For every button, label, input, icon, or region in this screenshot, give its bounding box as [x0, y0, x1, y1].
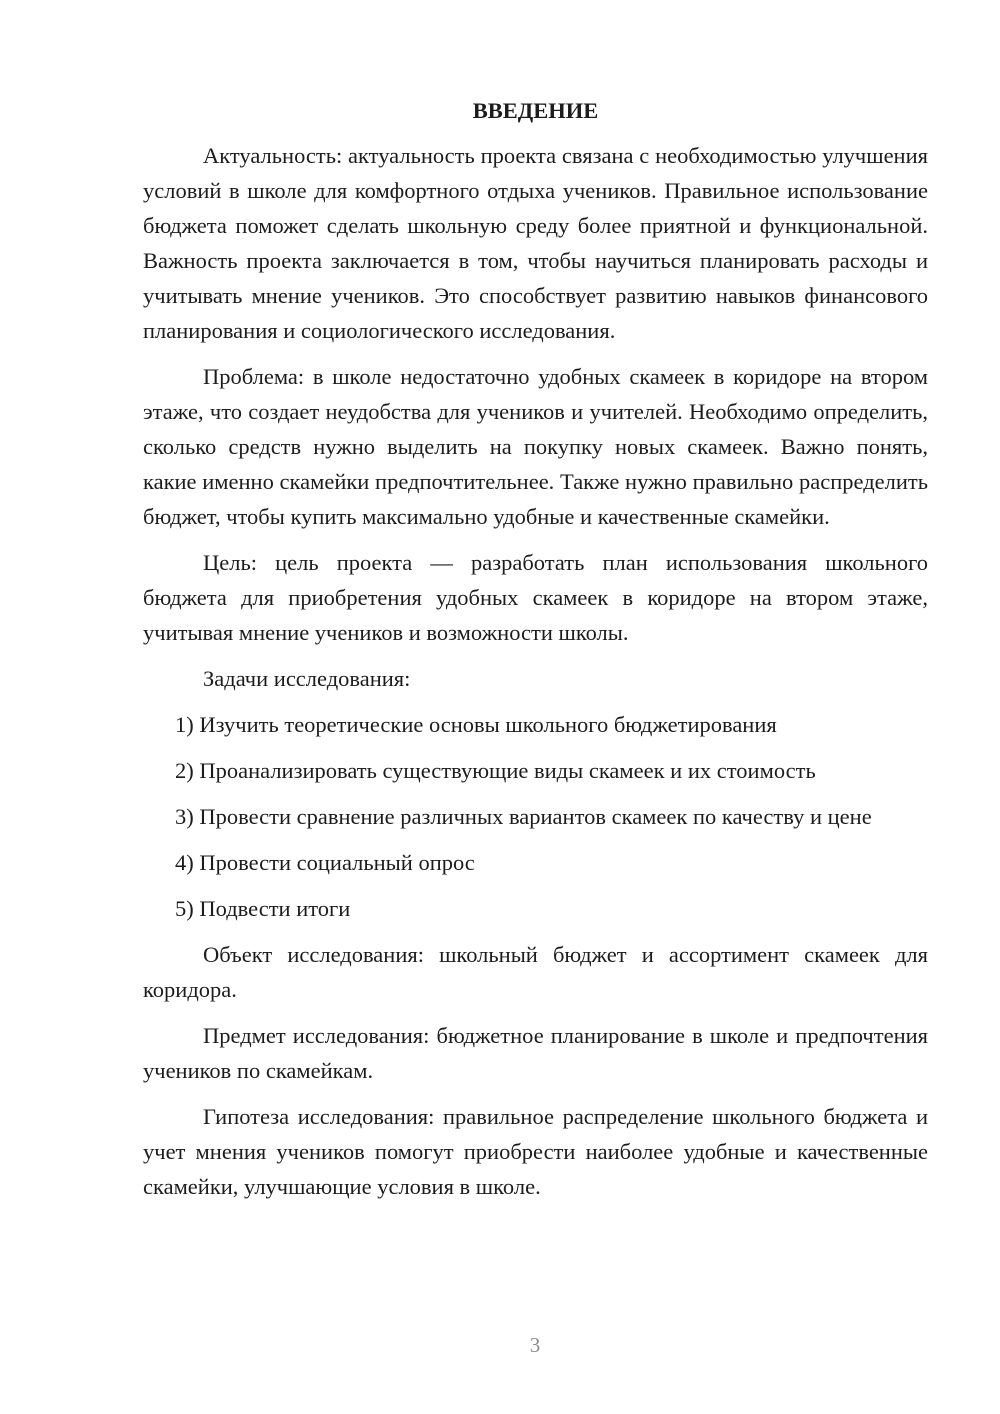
subject-paragraph: Предмет исследования: бюджетное планирование в школе и предпочтения учеников по скамейкам.	[143, 1023, 928, 1083]
task-item: 1) Изучить теоретические основы школьного бюджетирования	[175, 712, 777, 737]
task-item: 2) Проанализировать существующие виды скамеек и их стоимость	[175, 758, 816, 783]
task-item: 5) Подвести итоги	[175, 896, 351, 921]
page-content	[143, 96, 928, 1215]
task-item: 4) Провести социальный опрос	[175, 850, 475, 875]
goal-paragraph: Цель: цель проекта — разработать план использования школьного бюджета для приобретения удобных скамеек в коридоре на втором этаже, учитывая мнение учеников и возможности школы.	[143, 550, 928, 645]
task-item: 3) Провести сравнение различных вариантов скамеек по качеству и цене	[175, 804, 872, 829]
relevance-paragraph: Актуальность: актуальность проекта связана с необходимостью улучшения условий в школе для комфортного отдыха учеников. Правильное использование бюджета поможет сделать школьную среду более приятной и функциональной. Важность проекта заключается в том, чтобы научиться планировать расходы и учитывать мнение учеников. Это способствует развитию навыков финансового планирования и социологического исследования.	[143, 143, 928, 343]
object-paragraph: Объект исследования: школьный бюджет и ассортимент скамеек для коридора.	[143, 942, 928, 1002]
tasks-heading: Задачи исследования:	[203, 666, 411, 691]
page-number: 3	[529, 1333, 541, 1357]
problem-paragraph: Проблема: в школе недостаточно удобных скамеек в коридоре на втором этаже, что создает неудобства для учеников и учителей. Необходимо определить, сколько средств нужно выделить на покупку новых скамеек. Важно понять, какие именно скамейки предпочтительнее. Также нужно правильно распределить бюджет, чтобы купить максимально удобные и качественные скамейки.	[143, 364, 928, 529]
page-title: ВВЕДЕНИЕ	[472, 98, 599, 123]
hypothesis-paragraph: Гипотеза исследования: правильное распределение школьного бюджета и учет мнения учеников помогут приобрести наиболее удобные и качественные скамейки, улучшающие условия в школе.	[143, 1104, 928, 1199]
